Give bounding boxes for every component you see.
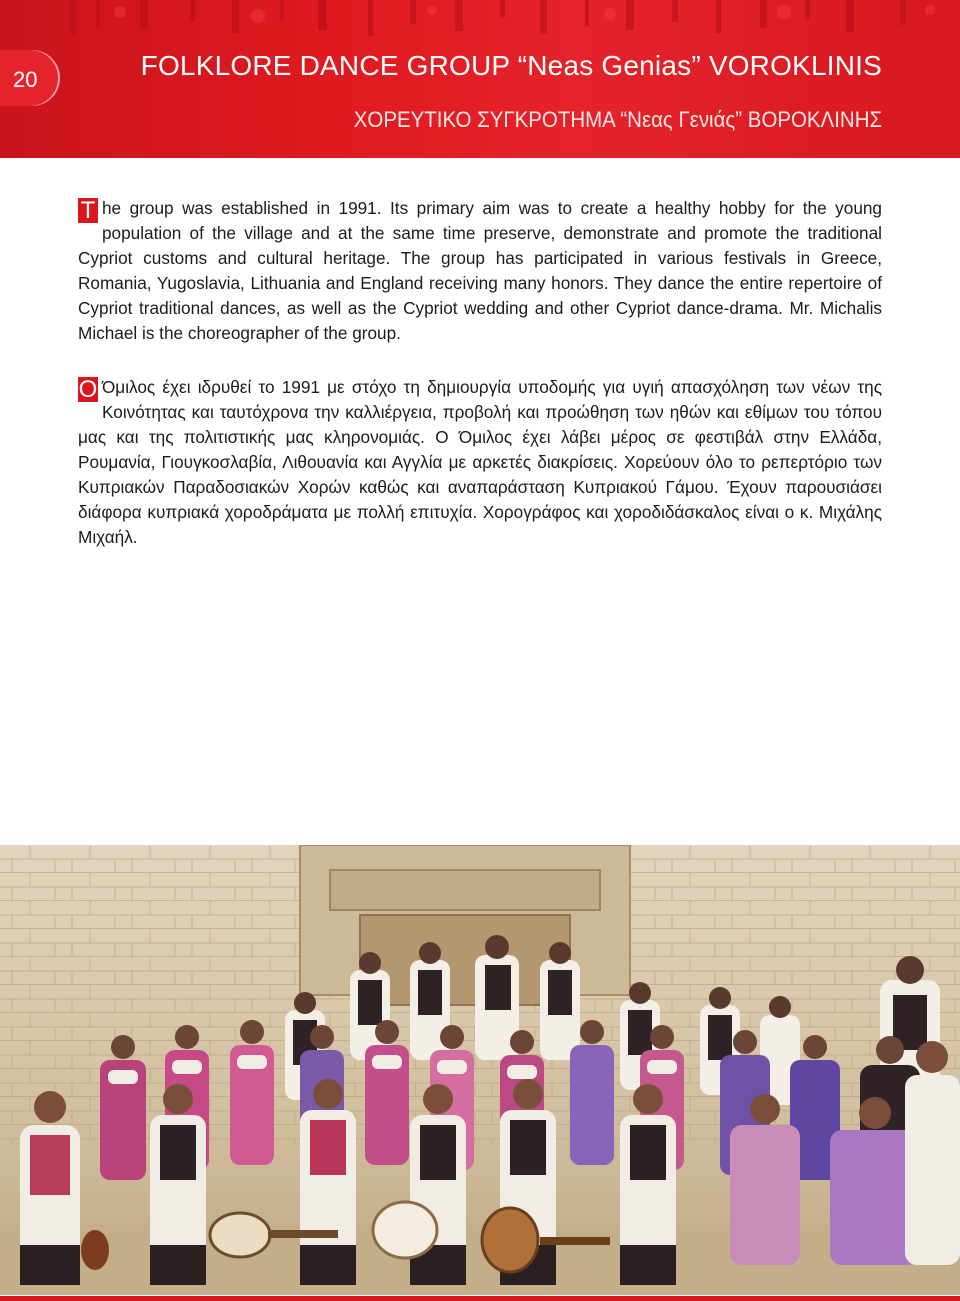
greek-paragraph bbox=[78, 375, 882, 550]
english-drop-cap: T bbox=[78, 198, 98, 223]
group-photo-illustration bbox=[0, 845, 960, 1295]
page-number: 20 bbox=[13, 67, 38, 92]
group-photo bbox=[0, 845, 960, 1295]
church-doorway bbox=[300, 845, 630, 1005]
greek-drop-cap: O bbox=[78, 376, 98, 403]
page-header bbox=[0, 0, 960, 158]
english-paragraph-text: he group was established in 1991. Its primary aim was to create a healthy hobby for the young population of the village and at the same time preserve, demonstrate and promote the traditional Cypriot customs and cultural heritage. The group has participated in various festivals in Greece, Romania, Yugoslavia, Lithuania and England receiving many honors. They dance the entire repertoire of Cypriot traditional dances, as well as the Cypriot wedding and other Cypriot dance-drama. Mr. Michalis Michael is the choreographer of the group. bbox=[78, 198, 882, 343]
bottom-red-rule bbox=[0, 1296, 960, 1301]
header-decoration bbox=[0, 0, 960, 40]
greek-paragraph-text: Όμιλος έχει ιδρυθεί το 1991 με στόχο τη δημιουργία υποδομής για υγιή απασχόληση των νέων της Κοινότητας και ταυτόχρονα την καλλιέργεια, προβολή και προώθηση των ηθών και εθίμων του τόπου μας και της πολιτιστικής μας κληρονομιάς. Ο Όμιλος έχει λάβει μέρος σε φεστιβάλ στην Ελλάδα, Ρουμανία, Γιουγκοσλαβία, Λιθουανία και Αγγλία με αρκετές διακρίσεις. Χορεύουν όλο το ρεπερτόριο των Κυπριακών Παραδοσιακών Χορών καθώς και αναπαράσταση Κυπριακού Γάμου. Έχουν παρουσιάσει διάφορα κυπριακά χοροδράματα με πολλή επιτυχία. Χορογράφος και χοροδιδάσκαλος είναι ο κ. Μιχάλης Μιχαήλ. bbox=[78, 377, 882, 547]
english-paragraph bbox=[78, 196, 882, 346]
page-title-english: FOLKLORE DANCE GROUP “Neas Genias” VOROKLINIS bbox=[140, 50, 882, 81]
page-title-greek: ΧΟΡΕΥΤΙΚΟ ΣΥΓΚΡΟΤΗΜΑ “Νεας Γενιάς” ΒΟΡΟΚΛΙΝΗΣ bbox=[353, 107, 882, 132]
